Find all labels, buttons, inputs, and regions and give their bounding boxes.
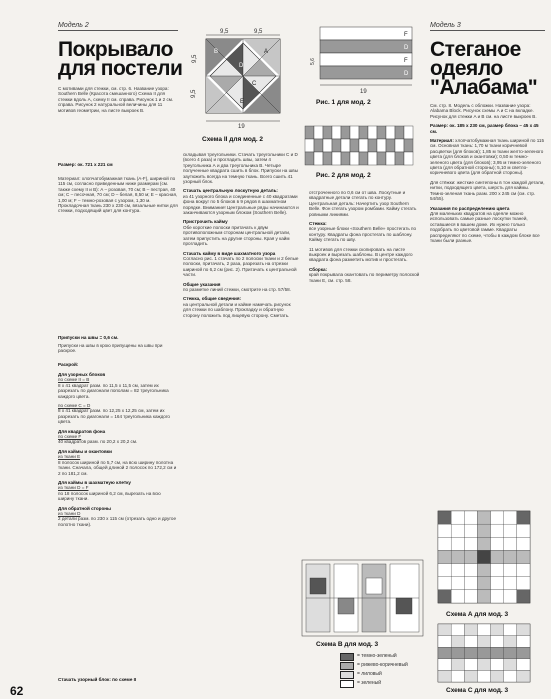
- checker-cell: [341, 139, 350, 152]
- left-footer: Стачать узорный блок: по схеме II: [58, 677, 137, 682]
- schemaA-cell: [477, 590, 490, 603]
- schema-B-legend: [340, 652, 430, 688]
- cut-section: [58, 429, 178, 445]
- schemaA-cell: [517, 590, 530, 603]
- fig-1-caption: Рис. 1 для мод. 2: [316, 99, 371, 106]
- schemaC-cell: [477, 636, 490, 648]
- h-placement: Указания по распределению цвета: [430, 205, 510, 211]
- schemaA-cell: [438, 564, 451, 577]
- fig1-letter-1: F: [404, 32, 408, 38]
- seam-allowance: Припуски на швы = 0,6 см.: [58, 335, 119, 340]
- schemaC-cell: [491, 636, 504, 648]
- mid-text-3: Обе короткие полоски притачать к двум противоположным сторонам центральной детали, затем припустить на другие стороны. Края у кайм прогладить.: [183, 224, 291, 247]
- label-D: D: [239, 63, 244, 69]
- checker-cell: [314, 139, 323, 152]
- schemaA-cell: [491, 577, 504, 590]
- title-line-1: Покрывало: [58, 38, 173, 61]
- checker-cell: [395, 152, 404, 165]
- model-3-materials: Материал: хлопчатобумажная ткань шириной по 115 см. Основная ткань: 1,70 м ткани коричневой расцветки (для блоков); 1,85 м ткани желто-зеленого цвета (для блоков и окантовки); 0,50 м темно-зеленого цвета (для блоков); 3,95 м темно-зеленого цвета (для обратной стороны); 5,10 м светло-коричневого цвета (для обратной стороны).: [430, 138, 545, 176]
- model-3-extra: Для стёжки: жесткие синтепоны в тон каждой детали, нитки, подходящего цвета, шерсть для каймы. Темно-зеленая ткань разм. 200 х 245 см (см. стр. 54/55).: [430, 179, 545, 202]
- checker-cell: [341, 126, 350, 139]
- mid-text-4: Согласно рис. 1 стачать по 2 полоски ткани и 2 белые полоски, притачать, 2 раза, разрезать на отрезки шириной по 6,2 см (рис. 2). Притачать к центральной части.: [183, 255, 299, 278]
- schemaC-cell: [451, 636, 464, 648]
- schemaC-cell: [464, 670, 477, 682]
- title3-line-3: "Алабама": [430, 76, 538, 99]
- cut-sections: [58, 372, 178, 531]
- legend-item-2: = рижево-коричневый: [340, 661, 430, 670]
- schemaA-cell: [491, 564, 504, 577]
- schemaA-cell: [477, 511, 490, 524]
- schemaA-cell: [438, 511, 451, 524]
- h-center: Стачать центральную лоскутную деталь:: [183, 188, 278, 194]
- mid-text-6: на центральной детали и кайме намечать рисунок для стежки по шаблону. Прокладку и обратную сторону положить под лицевую сторону. Сметать.: [183, 301, 291, 318]
- cut-section: [58, 403, 178, 425]
- checker-cell: [404, 126, 413, 139]
- cut-section-sub: по схеме F: [58, 434, 82, 440]
- cut-section: [58, 449, 178, 476]
- title3-line-2: одеяло: [430, 57, 503, 80]
- schemaC-cell: [504, 659, 517, 671]
- label-B: B: [214, 49, 219, 55]
- dim-bottom: 19: [238, 124, 245, 130]
- model-2-materials: Материал: хлопчатобумажная ткань (A-F), шириной по 115 см, согласно приведенным ниже размерам (см. также схему II и B): А – розовая, 70 см; В – пестрая, 40 см; С – песочная, 70 см; D – белая, 8,50 м; Е – красная, 1,00 м; F – темно-розовая с узором, 1,30 м. Прокладочная ткань 230 х 230 см, вязальные нитки для стежки, подходящий цвет для контура.: [58, 176, 178, 214]
- fig1-letter-2: D: [404, 45, 409, 51]
- legend-item-4: = зеленый: [340, 679, 430, 688]
- h-border: Пристрочить кайму: [183, 219, 228, 225]
- schemaC-cell: [464, 636, 477, 648]
- title-line-2: для постели: [58, 57, 183, 80]
- schemaA-cell: [504, 550, 517, 563]
- checker-cell: [404, 152, 413, 165]
- mid-text-5: по разметке линий стежки, смотрите на стр. 57/58.: [183, 286, 291, 292]
- cut-section-text: по 18 полосок шириной 6,2 см, вырезать на всю ширину ткани.: [58, 490, 161, 502]
- dim-top-left: 9,5: [220, 29, 229, 35]
- cut-section-text: 8 x 41 квадрат разм. по 12,25 x 12,25 см, затем их разрезать по диагонали = 164 треугольника каждого цвета.: [58, 408, 170, 425]
- middle-col-2: [309, 190, 421, 283]
- cut-section-text: 40 квадратов разм. по 20,2 x 20,2 см.: [58, 439, 138, 445]
- schemaA-cell: [491, 550, 504, 563]
- checker-cell: [404, 139, 413, 152]
- schemaC-cell: [438, 624, 451, 636]
- schemaC-cell: [491, 624, 504, 636]
- cut-section-heading: Для обратной стороны: [58, 505, 111, 511]
- checker-cell: [314, 152, 323, 165]
- cut-section-heading: Для квадратов фона: [58, 428, 106, 434]
- schemaA-cell: [464, 550, 477, 563]
- schemaC-cell: [464, 659, 477, 671]
- schemaA-cell: [464, 564, 477, 577]
- schemaA-cell: [451, 550, 464, 563]
- schemaA-cell: [451, 590, 464, 603]
- schemaA-cell: [504, 564, 517, 577]
- schemaA-cell: [464, 590, 477, 603]
- label-E: E: [240, 99, 245, 105]
- schema-C-caption: Схема С для мод. 3: [446, 687, 509, 694]
- model-3-title: [430, 40, 548, 97]
- schemaC-cell: [517, 670, 530, 682]
- schemaA-cell: [477, 564, 490, 577]
- swatch-icon: [340, 662, 354, 670]
- schema-B-diagram: [300, 558, 425, 638]
- schemaC-cell: [477, 670, 490, 682]
- fig-2-diagram: [303, 124, 419, 169]
- schemaA-cell: [438, 524, 451, 537]
- fig1-dim-bottom: 19: [360, 89, 367, 95]
- schemaC-cell: [451, 647, 464, 659]
- checker-cell: [350, 139, 359, 152]
- schemaC-cell: [504, 636, 517, 648]
- h-all: Общие указания: [183, 281, 221, 287]
- schemaA-cell: [517, 564, 530, 577]
- schemaA-cell: [517, 511, 530, 524]
- checker-cell: [323, 126, 332, 139]
- schemaC-cell: [517, 624, 530, 636]
- swatch-icon: [340, 653, 354, 661]
- checker-cell: [368, 126, 377, 139]
- checker-cell: [305, 152, 314, 165]
- schema-B-caption: Схема В для мод. 3: [316, 641, 379, 648]
- cut-heading: Раскрой:: [58, 362, 79, 367]
- schemaA-cell: [517, 537, 530, 550]
- schemaA-cell: [451, 564, 464, 577]
- mid2-text-2: все узорные блоки «Southern Belle» простегать по контуру. Квадраты фона простегать по шаблону. Кайму стегать по шву.: [309, 226, 417, 243]
- schemaC-cell: [517, 636, 530, 648]
- schema-A-diagram: [432, 507, 544, 607]
- schemaA-cell: [464, 577, 477, 590]
- schemaC-cell: [438, 647, 451, 659]
- schema-2-diagram: [188, 25, 304, 130]
- schemaA-cell: [504, 577, 517, 590]
- schemaC-cell: [477, 659, 490, 671]
- checker-cell: [395, 126, 404, 139]
- cut-section-sub: из ткани D = F: [58, 485, 89, 491]
- model-2-intro: С мотивами для стежки, см. стр. 6. Название узора: Southern Belle (Красота смешанного) Схема II для стежки вдоль А, схему II см. справа. Рисунок 1 и 2 см. справа. Рисунок 2 натуральной величины для 11 мотивов геометрии, на листе выкроек В.: [58, 86, 174, 113]
- schemaC-cell: [451, 670, 464, 682]
- schemaA-cell: [451, 524, 464, 537]
- fig-1-diagram: [300, 25, 420, 95]
- mid-text-1: складывая треугольники. Стачать треугольники C и D (всего 4 раза) и прогладить швы, затем 4 треугольника А и два треугольника В. Четыре полученные квадрата сшить в блок. Припуски на швы заутюжить всегда на темную ткань. Всего сшить 41 узорный блок.: [183, 152, 299, 185]
- checker-cell: [323, 152, 332, 165]
- model-3-placement: Для маленьких квадратов на одеяле можно использовать самые разные лоскутки тканей, оставшиеся в вашем доме. Их нужно только подобрать по цветовой гамме. Квадраты распределяют по схеме, чтобы в каждом блоке все ткани были разные.: [430, 210, 540, 243]
- fig1-letter-4: D: [404, 71, 409, 77]
- checker-cell: [386, 139, 395, 152]
- seam-note: Припуски на швы в крою припущены на швы при раскрое.: [58, 343, 163, 354]
- cut-section-sub: по схеме C = D: [58, 403, 91, 409]
- schemaA-cell: [451, 511, 464, 524]
- schemaA-cell: [504, 511, 517, 524]
- schemaA-cell: [504, 590, 517, 603]
- cut-section: [58, 480, 178, 502]
- checker-cell: [305, 126, 314, 139]
- mid2-text-1: отстроченного по 0,6 см от шва. Лоскутные и квадратные детали стегать по контуру. Центральная деталь: Начертить узор Southern Belle. Фон стегать узором ромбами. Кайму стегать ровными линиями.: [309, 190, 417, 217]
- h-quilt: Стежка, общие сведения:: [183, 296, 242, 302]
- schemaA-cell: [504, 524, 517, 537]
- middle-col-1: [183, 152, 299, 318]
- schemaC-cell: [517, 647, 530, 659]
- h-check: Стачать кайму в виде шахматного узора: [183, 250, 276, 256]
- cut-section-sub: из ткани E: [58, 454, 81, 460]
- h-assembly: Сборка:: [309, 266, 328, 272]
- cut-section-text: 8 полосок шириной по 5,7 см, на всю ширину полотна ткани. Сначала, общей длиной 2 полосок по 172,2 см и 2 по 181,2 см.: [58, 459, 177, 476]
- label-A: A: [264, 49, 269, 55]
- model-2-title: [58, 40, 188, 78]
- cut-section-text: 2 детали разм. по 230 x 115 см (отрезать одно и другое полотно ткани).: [58, 516, 177, 527]
- schemaA-cell: [438, 550, 451, 563]
- schemaA-cell: [477, 550, 490, 563]
- schemaC-cell: [451, 659, 464, 671]
- mid2-text-4: край покрывала окантовать по периметру полоской ткани E, см. стр. 58.: [309, 272, 420, 283]
- schemaA-cell: [438, 577, 451, 590]
- schemaA-cell: [438, 537, 451, 550]
- schemaA-cell: [438, 590, 451, 603]
- dim-left-top: 9,5: [192, 54, 198, 63]
- dim-top-right: 9,5: [254, 29, 263, 35]
- schemaC-cell: [451, 624, 464, 636]
- schemaA-cell: [464, 511, 477, 524]
- checker-cell: [359, 126, 368, 139]
- checker-cell: [332, 126, 341, 139]
- fig1-dim-side: 5,6: [310, 58, 316, 65]
- schemaC-cell: [477, 647, 490, 659]
- mid2-text-3: 11 мотивов для стежки скопировать на листе выкроек и вырезать шаблоны. В центре каждого квадрата фона разметить мотив и простегать.: [309, 246, 413, 263]
- checker-cell: [377, 152, 386, 165]
- schemaA-cell: [477, 524, 490, 537]
- schemaA-cell: [477, 537, 490, 550]
- legend-item-1: = темно-зеленый: [340, 652, 430, 661]
- checker-cell: [386, 126, 395, 139]
- checker-cell: [359, 139, 368, 152]
- schemaA-cell: [451, 577, 464, 590]
- schemaC-cell: [504, 670, 517, 682]
- schemaA-cell: [517, 524, 530, 537]
- title3-line-1: Стеганое: [430, 38, 521, 61]
- swatch-icon: [340, 671, 354, 679]
- schemaA-cell: [464, 524, 477, 537]
- schema-A-caption: Схема А для мод. 3: [446, 611, 509, 618]
- schemaA-cell: [491, 590, 504, 603]
- schemaC-cell: [491, 647, 504, 659]
- fig1-letter-3: F: [404, 58, 408, 64]
- checker-cell: [332, 139, 341, 152]
- schemaC-cell: [517, 659, 530, 671]
- h-stitch: Стежка:: [309, 221, 327, 227]
- schemaA-cell: [464, 537, 477, 550]
- checker-cell: [314, 126, 323, 139]
- page-number: 62: [10, 684, 24, 698]
- model-2-size: Размер: ок. 721 х 221 см: [58, 162, 113, 167]
- schemaA-cell: [517, 577, 530, 590]
- checker-cell: [377, 139, 386, 152]
- label-C: C: [252, 81, 257, 87]
- checker-cell: [368, 139, 377, 152]
- checker-cell: [350, 126, 359, 139]
- cut-section: [58, 372, 178, 399]
- model-3-size: Размер: ок. 185 x 230 см, размер блока – 45 x 45 см.: [430, 123, 539, 134]
- schemaA-cell: [491, 511, 504, 524]
- schemaA-cell: [477, 577, 490, 590]
- legend-item-3: = лиловый: [340, 670, 430, 679]
- model-3-body: [430, 103, 545, 243]
- schemaC-cell: [491, 670, 504, 682]
- cut-section: [58, 506, 178, 528]
- schemaC-cell: [464, 624, 477, 636]
- cut-section-text: 8 x 41 квадрат разм. по 11,5 x 11,5 см, затем их разрезать по диагонали пополам = 82 треугольника каждого цвета.: [58, 382, 169, 399]
- cut-section-heading: Для узорных блоков: [58, 372, 106, 377]
- checker-cell: [305, 139, 314, 152]
- checker-cell: [332, 152, 341, 165]
- schemaC-cell: [504, 647, 517, 659]
- schemaC-cell: [438, 659, 451, 671]
- checker-cell: [386, 152, 395, 165]
- checker-cell: [359, 152, 368, 165]
- schemaA-cell: [491, 537, 504, 550]
- checker-cell: [377, 126, 386, 139]
- checker-cell: [341, 152, 350, 165]
- schemaC-cell: [477, 624, 490, 636]
- model-3-intro: См. стр. 8. Модель с обложки. Название узора: Alabama Block. Рисунок схемы A и C на вкладке. Рисунок для стежки A и В см. на листе выкроек В.: [430, 103, 537, 119]
- checker-cell: [323, 139, 332, 152]
- cut-section-sub: из ткани D: [58, 510, 81, 516]
- schemaC-cell: [438, 670, 451, 682]
- schema-2-caption: Схема II для мод. 2: [202, 136, 264, 143]
- schemaA-cell: [504, 537, 517, 550]
- schemaC-cell: [491, 659, 504, 671]
- checker-cell: [395, 139, 404, 152]
- schema-C-diagram: [432, 622, 544, 684]
- fig-2-caption: Рис. 2 для мод. 2: [316, 172, 371, 179]
- schemaC-cell: [504, 624, 517, 636]
- cut-section-heading: Для каймы и окантовки: [58, 448, 112, 454]
- schemaC-cell: [464, 647, 477, 659]
- schemaA-cell: [451, 537, 464, 550]
- schemaA-cell: [491, 524, 504, 537]
- checker-cell: [350, 152, 359, 165]
- cut-section-heading: Для каймы в шахматную клетку: [58, 479, 131, 485]
- schemaA-cell: [517, 550, 530, 563]
- mid-text-2: из 41 узорного блока и соединенные с 40 квадратами фона вокруг по 5 блоков в 9 рядов в шахматном порядке. Внимание! Центральные ряды начинаются и заканчиваются узорным блоком (Southern Belle).: [183, 193, 299, 216]
- schemaC-cell: [438, 636, 451, 648]
- dim-left-bottom: 9,5: [191, 89, 197, 98]
- model-2-label: Модель 2: [58, 22, 89, 29]
- swatch-icon: [340, 680, 354, 688]
- checker-cell: [368, 152, 377, 165]
- cut-section-sub: по схеме II = B: [58, 377, 90, 383]
- model-3-label: Модель 3: [430, 22, 461, 29]
